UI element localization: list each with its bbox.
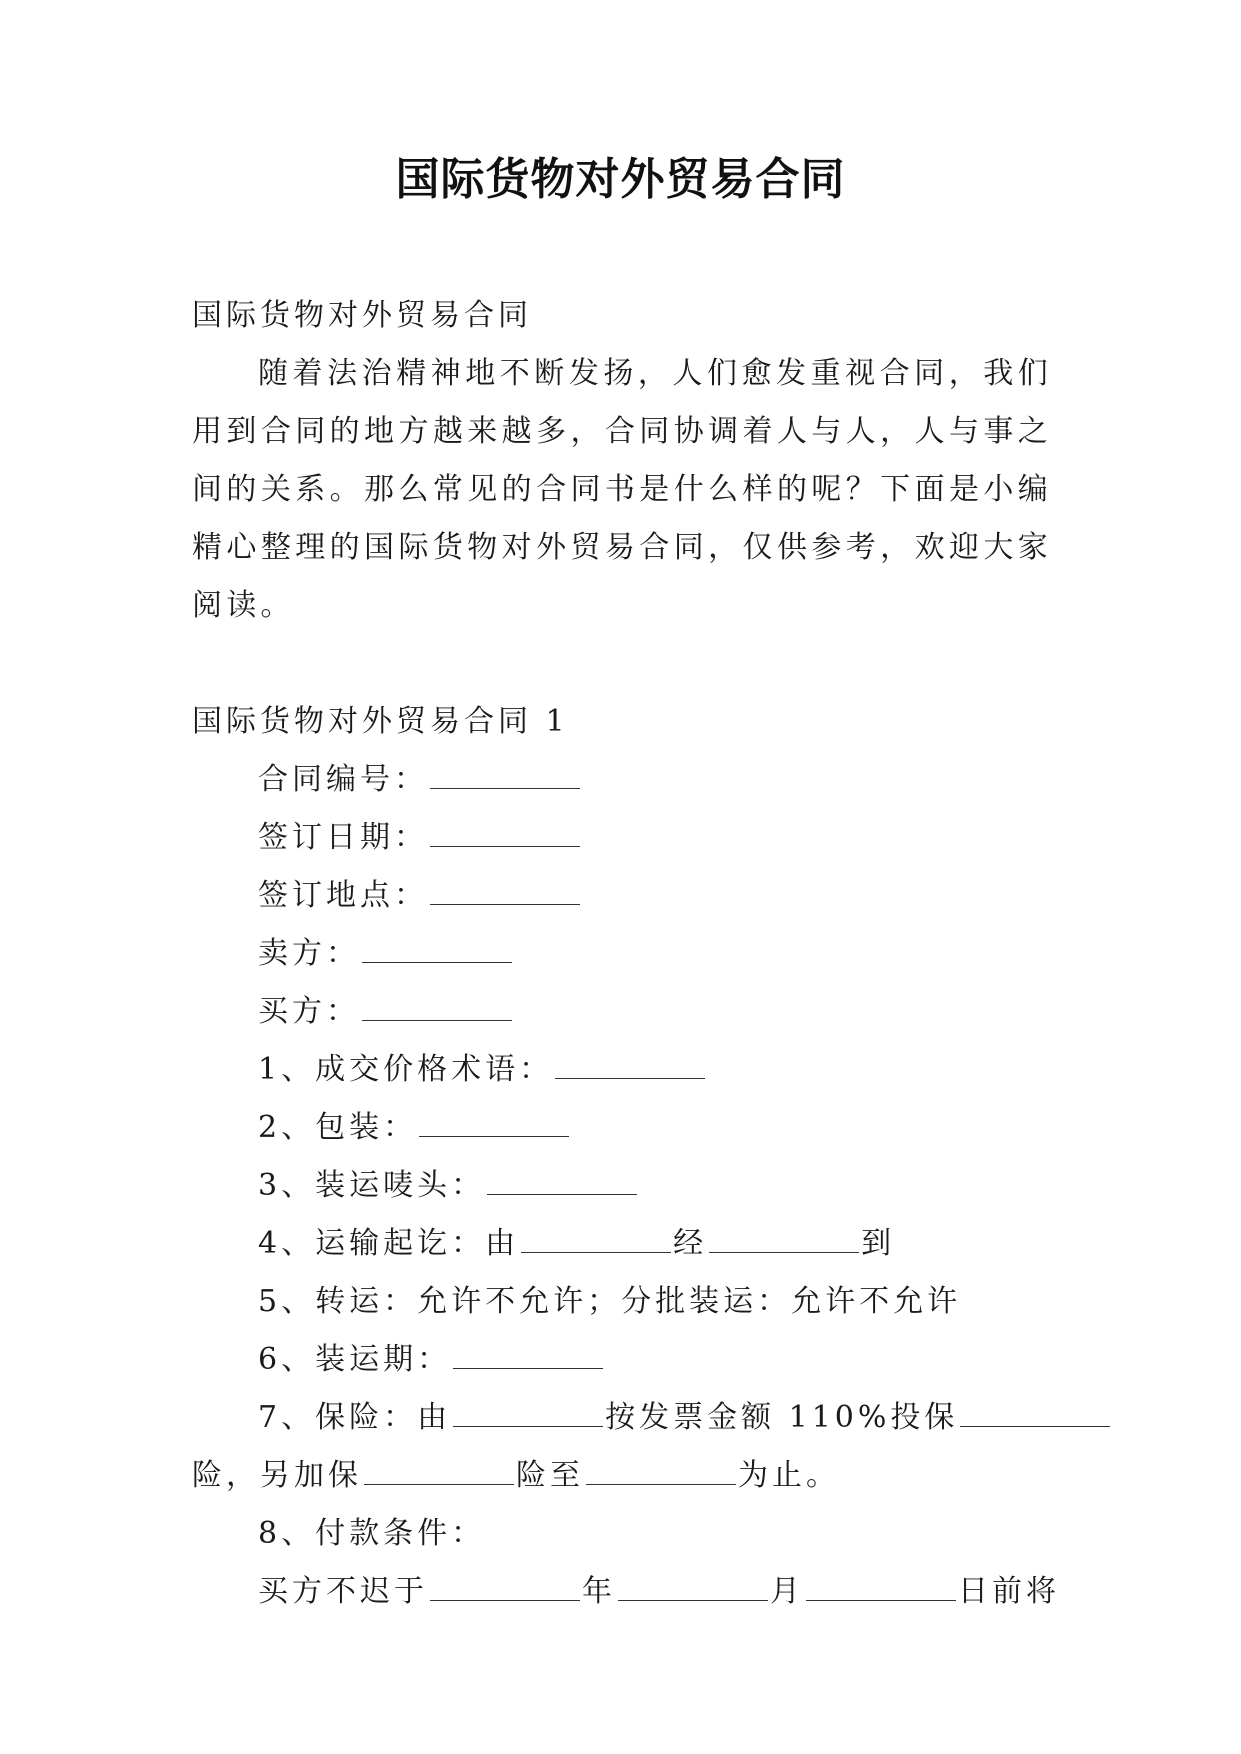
cover-to-blank[interactable] [586, 1460, 736, 1485]
cover-end-label: 为止。 [738, 1458, 840, 1493]
insurance-by-label: 7、保险：由 [258, 1400, 452, 1435]
item-packing [192, 1099, 1052, 1157]
contract-number-line [192, 751, 1052, 809]
intro-heading: 国际货物对外贸易合同 [192, 298, 532, 333]
buyer-label: 买方： [258, 994, 360, 1029]
seller-label: 卖方： [258, 936, 360, 971]
extra-cover-blank[interactable] [364, 1460, 514, 1485]
payment-month-label: 月 [770, 1574, 804, 1609]
payment-deadline-line [192, 1563, 1060, 1621]
document-title: 国际货物对外贸易合同 [395, 154, 846, 205]
packing-label: 2、包装： [258, 1110, 418, 1145]
sign-date-label: 签订日期： [258, 820, 428, 855]
sign-date-blank[interactable] [430, 822, 580, 847]
payment-before-label: 买方不迟于 [258, 1574, 428, 1609]
item-payment-terms: 8、付款条件： [258, 1516, 486, 1551]
payment-year-blank[interactable] [430, 1576, 580, 1601]
contract-number-blank[interactable] [430, 764, 580, 789]
document-body [192, 287, 1060, 1621]
section-heading: 国际货物对外贸易合同 1 [192, 704, 569, 739]
seller-blank[interactable] [362, 938, 512, 963]
shipping-mark-label: 3、装运唛头： [258, 1168, 486, 1203]
item-shipment-period [192, 1331, 1052, 1389]
contract-number-label: 合同编号： [258, 762, 428, 797]
item-transshipment: 5、转运：允许不允许；分批装运：允许不允许 [258, 1284, 962, 1319]
item-transport-route [192, 1215, 1052, 1273]
route-from-label: 4、运输起讫：由 [258, 1226, 520, 1261]
route-via-label: 经 [673, 1226, 708, 1261]
route-via-blank[interactable] [709, 1228, 859, 1253]
payment-year-label: 年 [582, 1574, 616, 1609]
spacer [192, 635, 1052, 693]
sign-place-line [192, 867, 1052, 925]
item-insurance-cont [192, 1447, 1052, 1505]
route-to-label: 到 [861, 1226, 896, 1261]
intro-paragraph: 随着法治精神地不断发扬，人们愈发重视合同，我们用到合同的地方越来越多，合同协调着人与人，人与事之间的关系。那么常见的合同书是什么样的呢？下面是小编精心整理的国际货物对外贸易合同，仅供参考，欢迎大家阅读。 [192, 356, 1052, 623]
payment-day-blank[interactable] [806, 1576, 956, 1601]
insurance-risk-blank[interactable] [960, 1402, 1110, 1427]
item-shipping-mark [192, 1157, 1052, 1215]
insurance-by-blank[interactable] [453, 1402, 603, 1427]
sign-place-label: 签订地点： [258, 878, 428, 913]
route-from-blank[interactable] [521, 1228, 671, 1253]
sign-date-line [192, 809, 1052, 867]
shipping-mark-blank[interactable] [487, 1170, 637, 1195]
buyer-blank[interactable] [362, 996, 512, 1021]
price-terms-blank[interactable] [555, 1054, 705, 1079]
sign-place-blank[interactable] [430, 880, 580, 905]
seller-line [192, 925, 1052, 983]
payment-day-label: 日前将 [958, 1574, 1060, 1609]
item-insurance [192, 1389, 1052, 1447]
cover-to-label: 险至 [516, 1458, 584, 1493]
shipment-period-blank[interactable] [453, 1344, 603, 1369]
price-terms-label: 1、成交价格术语： [258, 1052, 554, 1087]
packing-blank[interactable] [419, 1112, 569, 1137]
payment-month-blank[interactable] [618, 1576, 768, 1601]
item-price-terms [192, 1041, 1052, 1099]
shipment-period-label: 6、装运期： [258, 1342, 452, 1377]
extra-cover-label: 险，另加保 [192, 1458, 362, 1493]
buyer-line [192, 983, 1052, 1041]
insurance-amount-label: 按发票金额 110%投保 [605, 1400, 959, 1435]
